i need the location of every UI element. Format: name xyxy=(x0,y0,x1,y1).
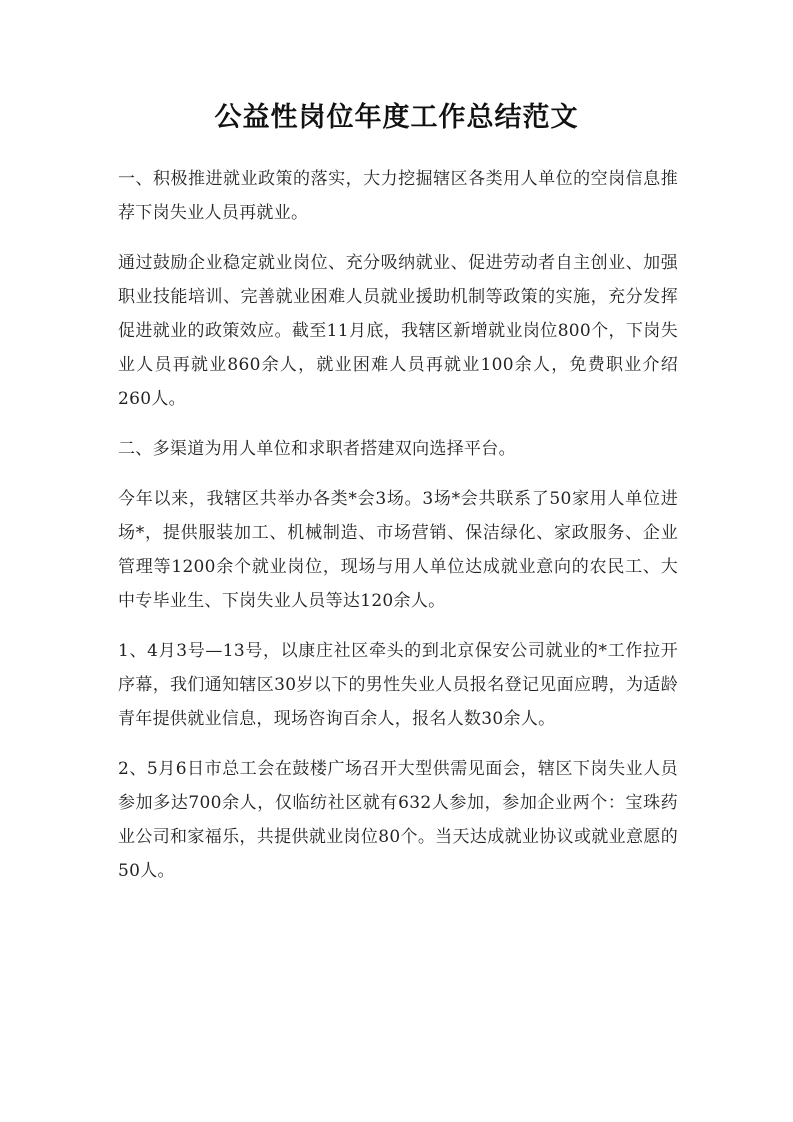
paragraph-item-one: 1、4月3号—13号，以康庄社区牵头的到北京保安公司就业的*工作拉开序幕，我们通知辖区30岁以下的男性失业人员报名登记见面应聘，为适龄青年提供就业信息，现场咨询百余人，报名人数30余人。 xyxy=(118,641,678,729)
paragraph-job-fairs: 今年以来，我辖区共举办各类*会3场。3场*会共联系了50家用人单位进场*，提供服装加工、机械制造、市场营销、保洁绿化、家政服务、企业管理等1200余个就业岗位，现场与用人单位达成就业意向的农民工、大中专毕业生、下岗失业人员等达120余人。 xyxy=(118,489,678,611)
paragraph-section-one-heading: 一、积极推进就业政策的落实，大力挖掘辖区各类用人单位的空岗信息推荐下岗失业人员再就业。 xyxy=(118,169,678,223)
paragraph-section-two-heading: 二、多渠道为用人单位和求职者搭建双向选择平台。 xyxy=(118,439,516,459)
paragraph-item-two: 2、5月6日市总工会在鼓楼广场召开大型供需见面会，辖区下岗失业人员参加多达700余人，仅临纺社区就有632人参加，参加企业两个：宝珠药业公司和家福乐，共提供就业岗位80个。当天达成就业协议或就业意愿的50人。 xyxy=(118,759,678,881)
paragraph-employment-policy: 通过鼓励企业稳定就业岗位、充分吸纳就业、促进劳动者自主创业、加强职业技能培训、完善就业困难人员就业援助机制等政策的实施，充分发挥促进就业的政策效应。截至11月底，我辖区新增就业岗位800个，下岗失业人员再就业860余人，就业困难人员再就业100余人，免费职业介绍260人。 xyxy=(118,253,678,409)
document-body xyxy=(118,162,678,904)
document-title: 公益性岗位年度工作总结范文 xyxy=(214,102,579,133)
